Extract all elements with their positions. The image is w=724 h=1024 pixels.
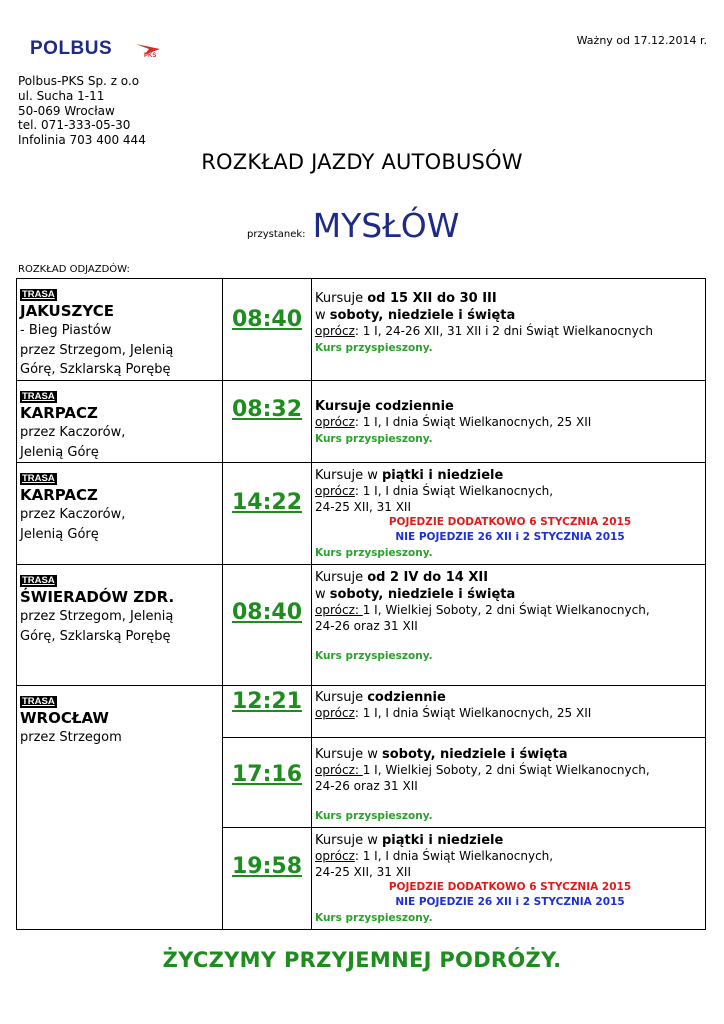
info-line: Kursuje w piątki i niedziele	[315, 833, 504, 848]
company-city: 50-069 Wrocław	[18, 103, 115, 118]
fast-course: Kurs przyspieszony.	[315, 341, 433, 354]
row-divider	[17, 685, 705, 686]
departure-info	[315, 290, 705, 356]
route-destination: ŚWIERADÓW ZDR.	[20, 588, 175, 606]
row-divider	[17, 564, 705, 565]
info-line: w soboty, niedziele i święta	[315, 587, 516, 602]
route-via: przez Strzegom, Jelenią	[20, 342, 174, 358]
except-text: 24-25 XII, 31 XII	[315, 864, 411, 879]
departure-time: 08:40	[231, 307, 303, 332]
route-cell	[20, 466, 220, 544]
departure-info	[315, 689, 705, 722]
trasa-label: TRASA	[22, 473, 55, 484]
stop-row	[247, 206, 459, 245]
except-text: oprócz: 1 I, 24-26 XII, 31 XII i 2 dni Świąt Wielkanocnych	[315, 324, 653, 338]
info-line: Kursuje od 15 XII do 30 III	[315, 291, 497, 306]
timetable	[16, 278, 706, 930]
schedule-label: ROZKŁAD ODJAZDÓW:	[18, 264, 130, 275]
route-via: przez Kaczorów,	[20, 507, 126, 522]
departure-info	[315, 398, 705, 447]
departure-time: 17:16	[231, 762, 303, 787]
except-text: oprócz: 1 I, I dnia Świąt Wielkanocnych,	[315, 484, 554, 498]
logo-pks: PKS	[144, 53, 157, 59]
info-line: w soboty, niedziele i święta	[315, 308, 516, 323]
departure-time: 12:21	[231, 689, 303, 714]
stop-label: przystanek:	[247, 229, 306, 240]
no-run-note: NIE POJEDZIE 26 XII i 2 STYCZNIA 2015	[395, 531, 625, 543]
row-divider	[17, 462, 705, 463]
route-via: Górę, Szklarską Porębę	[20, 628, 171, 644]
valid-from: Ważny od 17.12.2014 r.	[576, 34, 707, 47]
trasa-label: TRASA	[22, 391, 55, 402]
departure-time: 08:32	[231, 397, 303, 422]
except-text: oprócz: 1 I, Wielkiej Soboty, 2 dni Świąt Wielkanocnych,	[315, 763, 650, 777]
route-destination: KARPACZ	[20, 486, 98, 504]
logo-text: POLBUS	[30, 38, 113, 59]
departure-info	[315, 569, 705, 664]
route-via: - Bieg Piastów	[20, 323, 112, 338]
route-via: Jelenią Górę	[20, 526, 99, 542]
company-name: Polbus-PKS Sp. z o.o	[18, 74, 140, 88]
except-text: oprócz: 1 I, I dnia Świąt Wielkanocnych, 25 XII	[315, 706, 592, 720]
route-destination: KARPACZ	[20, 404, 98, 422]
except-text: oprócz: 1 I, I dnia Świąt Wielkanocnych, 25 XII	[315, 415, 592, 429]
info-line: Kursuje codziennie	[315, 690, 446, 705]
page-title: ROZKŁAD JAZDY AUTOBUSÓW	[201, 150, 523, 174]
column-divider	[311, 279, 312, 929]
route-via: przez Kaczorów,	[20, 425, 126, 440]
trasa-label: TRASA	[22, 696, 55, 707]
row-divider	[17, 380, 705, 381]
except-text: 24-26 oraz 31 XII	[315, 778, 418, 793]
company-info	[18, 74, 146, 148]
footer-greeting: ŻYCZYMY PRZYJEMNEJ PODRÓŻY.	[162, 948, 562, 972]
trasa-label: TRASA	[22, 575, 55, 586]
info-line: Kursuje od 2 IV do 14 XII	[315, 570, 489, 585]
departure-info	[315, 746, 705, 824]
departure-info	[315, 832, 705, 926]
except-text: 24-25 XII, 31 XII	[315, 499, 411, 514]
route-cell	[20, 282, 220, 380]
route-via: Górę, Szklarską Porębę	[20, 362, 171, 377]
trasa-label: TRASA	[22, 289, 55, 300]
row-divider	[222, 737, 705, 738]
info-line: Kursuje w soboty, niedziele i święta	[315, 747, 568, 762]
company-phone: tel. 071-333-05-30	[18, 118, 131, 133]
except-text: 24-26 oraz 31 XII	[315, 618, 418, 633]
row-divider	[222, 827, 705, 828]
polbus-logo	[18, 38, 163, 64]
extra-run-note: POJEDZIE DODATKOWO 6 STYCZNIA 2015	[388, 516, 632, 528]
route-destination: WROCŁAW	[20, 709, 109, 727]
extra-run-note: POJEDZIE DODATKOWO 6 STYCZNIA 2015	[388, 881, 632, 893]
fast-course: Kurs przyspieszony.	[315, 912, 433, 924]
stop-name: MYSŁÓW	[312, 206, 460, 245]
departure-info	[315, 467, 705, 561]
route-cell	[20, 384, 220, 462]
company-hotline: Infolinia 703 400 444	[18, 133, 146, 148]
route-cell	[20, 689, 220, 748]
fast-course: Kurs przyspieszony.	[315, 650, 433, 662]
info-line: Kursuje w piątki i niedziele	[315, 468, 504, 483]
fast-course: Kurs przyspieszony.	[315, 432, 433, 445]
route-cell	[20, 568, 220, 646]
route-destination: JAKUSZYCE	[20, 302, 114, 320]
except-text: oprócz: 1 I, I dnia Świąt Wielkanocnych,	[315, 849, 554, 863]
route-via: przez Strzegom, Jelenią	[20, 609, 174, 624]
fast-course: Kurs przyspieszony.	[315, 547, 433, 559]
departure-time: 19:58	[231, 854, 303, 879]
info-line: Kursuje codziennie	[315, 399, 454, 414]
route-via: przez Strzegom	[20, 730, 122, 745]
departure-time: 14:22	[231, 490, 303, 515]
departure-time: 08:40	[231, 600, 303, 625]
company-street: ul. Sucha 1-11	[18, 88, 105, 103]
except-text: oprócz: 1 I, Wielkiej Soboty, 2 dni Świąt Wielkanocnych,	[315, 603, 650, 617]
route-via: Jelenią Górę	[20, 444, 99, 460]
no-run-note: NIE POJEDZIE 26 XII i 2 STYCZNIA 2015	[395, 896, 625, 908]
fast-course: Kurs przyspieszony.	[315, 810, 433, 822]
